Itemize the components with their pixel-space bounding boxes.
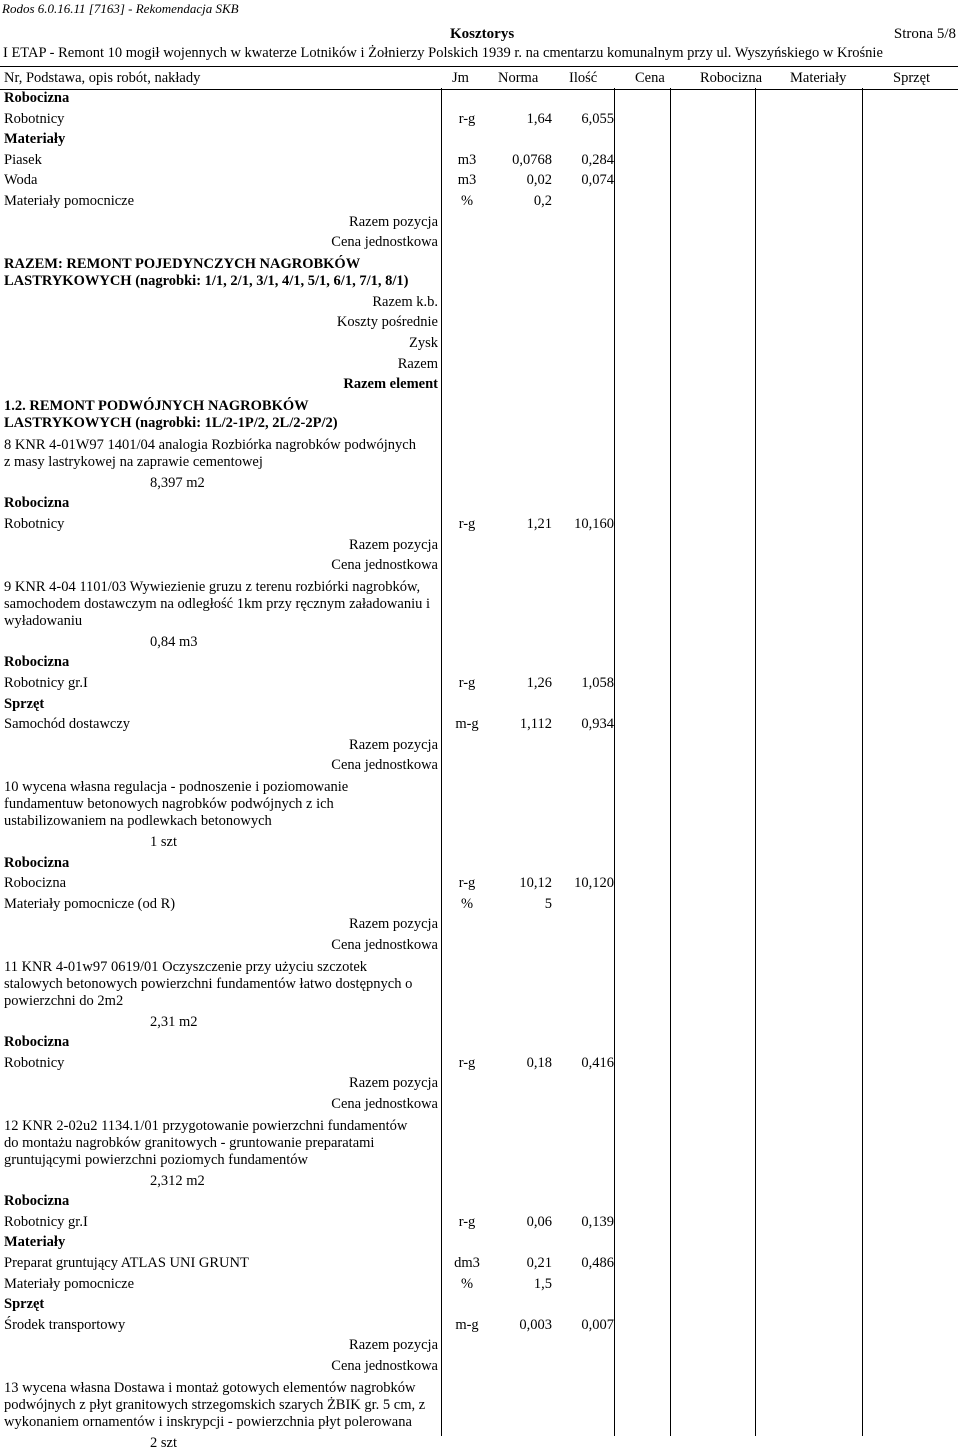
item-name: Materiały pomocnicze: [4, 1275, 135, 1292]
item-unit: %: [460, 1275, 474, 1292]
item-unit: m3: [457, 172, 477, 189]
item-norm: 0,18: [526, 1054, 552, 1071]
position-description: [4, 959, 444, 1010]
position-quantity: 8,397 m2: [150, 474, 205, 491]
item-name: Preparat gruntujący ATLAS UNI GRUNT: [4, 1255, 249, 1271]
item-name: Woda: [4, 172, 38, 189]
table-row: [0, 192, 958, 212]
table-row: [0, 1033, 958, 1053]
description-line: LASTRYKOWYCH (nagrobki: 1/1, 2/1, 3/1, 4/1, 5/1, 6/1, 7/1, 8/1): [4, 272, 409, 289]
item-norm: 0,06: [526, 1213, 552, 1230]
table-row: [0, 695, 958, 715]
table-row: [0, 515, 958, 535]
table-row: [0, 736, 958, 756]
item-norm: 1,26: [526, 675, 552, 691]
column-header-row: [0, 66, 958, 90]
table-row: [0, 536, 958, 556]
col-ilosc: Ilość: [569, 70, 598, 86]
item-name: Robotnicy gr.I: [4, 675, 88, 691]
summary-label: Razem pozycja: [349, 536, 438, 553]
description-line: samochodem dostawczym na odległość 1km przy ręcznym załadowaniu i: [4, 595, 431, 612]
item-name: Sprzęt: [4, 1296, 45, 1313]
item-norm: 10,12: [519, 875, 552, 892]
position-description: [4, 1380, 444, 1431]
item-name: Robocizna: [4, 495, 70, 512]
item-norm: 5: [544, 895, 552, 912]
item-name: Samochód dostawczy: [4, 716, 131, 733]
position-quantity: 1 szt: [150, 834, 177, 850]
table-row: [0, 1295, 958, 1315]
summary-label: Cena jednostkowa: [331, 1358, 438, 1374]
position-quantity: 2 szt: [150, 1434, 177, 1451]
table-row: [0, 1434, 958, 1454]
table-row: [0, 833, 958, 853]
table-row: [0, 233, 958, 253]
item-name: Robocizna: [4, 1193, 70, 1210]
description-line: 11 KNR 4-01w97 0619/01 Oczyszczenie przy użyciu szczotek: [4, 958, 368, 975]
table-row: [0, 715, 958, 735]
table-row: [0, 130, 958, 150]
item-norm: 0,003: [519, 1316, 552, 1333]
table-row: [0, 936, 958, 956]
item-norm: 1,21: [526, 516, 552, 532]
item-quantity: 0,934: [581, 716, 614, 733]
table-row: [0, 1233, 958, 1253]
item-unit: %: [460, 193, 474, 209]
col-sprzet: Sprzęt: [893, 70, 931, 86]
item-quantity: 10,160: [574, 516, 614, 532]
description-line: stalowych betonowych powierzchni fundamentów łatwo dostępnych o: [4, 975, 413, 992]
summary-label: Cena jednostkowa: [331, 234, 438, 251]
position-description: [4, 398, 444, 432]
table-row: [0, 1172, 958, 1192]
summary-label: Razem pozycja: [349, 1075, 438, 1092]
summary-label: Cena jednostkowa: [331, 937, 438, 953]
item-name: Robotnicy: [4, 516, 65, 532]
item-name: Piasek: [4, 151, 42, 168]
description-line: 13 wycena własna Dostawa i montaż gotowych elementów nagrobków: [4, 1379, 416, 1396]
item-name: Robocizna: [4, 1034, 70, 1051]
item-name: Robotnicy gr.I: [4, 1213, 88, 1230]
col-cena: Cena: [635, 70, 665, 86]
table-row: [0, 1254, 958, 1274]
item-norm: 1,112: [519, 716, 552, 733]
description-line: 8 KNR 4-01W97 1401/04 analogia Rozbiórka nagrobków podwójnych: [4, 436, 416, 453]
item-unit: r-g: [458, 1213, 476, 1230]
summary-label: Razem pozycja: [349, 736, 438, 753]
item-norm: 0,0768: [512, 151, 552, 168]
table-row: [0, 674, 958, 694]
item-name: Robotnicy: [4, 1054, 65, 1071]
description-line: ustabilizowaniem na podlewkach betonowych: [4, 813, 272, 829]
item-norm: 0,21: [526, 1255, 552, 1271]
summary-label: Cena jednostkowa: [331, 557, 438, 574]
table-row: [0, 633, 958, 653]
item-unit: m-g: [455, 716, 479, 733]
position-description: [4, 579, 444, 630]
table-row: [0, 375, 958, 395]
item-quantity: 0,284: [581, 151, 614, 168]
summary-label: Razem element: [343, 376, 438, 393]
page-number: Strona 5/8: [893, 26, 956, 42]
summary-label: Razem pozycja: [349, 213, 438, 230]
table-row: [0, 313, 958, 333]
table-row: [0, 1213, 958, 1233]
col-desc: Nr, Podstawa, opis robót, nakłady: [4, 70, 201, 86]
col-robocizna: Robocizna: [700, 70, 763, 86]
summary-label: Cena jednostkowa: [331, 1096, 438, 1112]
table-row: [0, 151, 958, 171]
item-unit: r-g: [458, 516, 476, 532]
description-line: wyładowaniu: [4, 612, 83, 629]
item-unit: r-g: [458, 875, 476, 892]
table-row: [0, 895, 958, 915]
position-quantity: 2,31 m2: [150, 1013, 198, 1030]
description-line: 10 wycena własna regulacja - podnoszenie i poziomowanie: [4, 779, 349, 795]
table-row: [0, 1357, 958, 1377]
table-row: [0, 653, 958, 673]
summary-label: Razem k.b.: [372, 293, 438, 310]
item-name: Robocizna: [4, 90, 70, 106]
item-norm: 0,02: [526, 172, 552, 189]
item-quantity: 0,007: [581, 1316, 614, 1333]
description-line: powierzchni do 2m2: [4, 992, 124, 1009]
table-row: [0, 474, 958, 494]
table-row: [0, 213, 958, 233]
col-norma: Norma: [498, 70, 539, 86]
summary-label: Koszty pośrednie: [336, 314, 438, 331]
table-row: [0, 171, 958, 191]
description-line: RAZEM: REMONT POJEDYNCZYCH NAGROBKÓW: [4, 255, 361, 272]
item-name: Środek transportowy: [4, 1316, 126, 1333]
item-quantity: 0,139: [581, 1213, 614, 1230]
col-materialy: Materiały: [790, 70, 847, 86]
document-title: Kosztorys: [450, 26, 515, 42]
table-row: [0, 1192, 958, 1212]
item-name: Materiały: [4, 1234, 66, 1251]
item-name: Materiały pomocnicze (od R): [4, 895, 176, 912]
description-line: do montażu nagrobków granitowych - gruntowanie preparatami: [4, 1134, 375, 1151]
app-header: Rodos 6.0.16.11 [7163] - Rekomendacja SKB: [2, 1, 239, 16]
description-line: LASTRYKOWYCH (nagrobki: 1L/2-1P/2, 2L/2-2P/2): [4, 414, 338, 431]
item-name: Robocizna: [4, 654, 70, 671]
item-name: Sprzęt: [4, 695, 45, 712]
table-row: [0, 1095, 958, 1115]
summary-label: Razem pozycja: [349, 916, 438, 933]
summary-label: Cena jednostkowa: [331, 757, 438, 774]
item-quantity: 0,486: [581, 1255, 614, 1271]
item-quantity: 6,055: [581, 110, 614, 127]
description-line: wykonaniem ornamentów i inskrypcji - powierzchnia płyt polerowana: [4, 1413, 412, 1430]
description-line: 9 KNR 4-04 1101/03 Wywiezienie gruzu z terenu rozbiórki nagrobków,: [4, 578, 421, 595]
table-row: [0, 1013, 958, 1033]
description-line: 1.2. REMONT PODWÓJNYCH NAGROBKÓW: [4, 397, 309, 414]
table-row: [0, 1054, 958, 1074]
description-line: z masy lastrykowej na zaprawie cementowej: [4, 453, 263, 470]
table-row: [0, 334, 958, 354]
item-unit: %: [460, 895, 474, 912]
item-quantity: 0,416: [581, 1054, 614, 1071]
table-row: [0, 1336, 958, 1356]
item-name: Materiały pomocnicze: [4, 193, 135, 209]
item-unit: r-g: [458, 1054, 476, 1071]
position-description: [4, 779, 444, 830]
table-row: [0, 874, 958, 894]
document-subtitle: I ETAP - Remont 10 mogił wojennych w kwaterze Lotników i Żołnierzy Polskich 1939 r. na cmentarzu komunalnym przy ul. Wyszyńskiego w Krośnie: [3, 45, 883, 61]
summary-label: Razem: [397, 355, 438, 372]
description-line: podwójnych z płyt granitowych strzegomskich szarych ŻBIK gr. 5 cm, z: [4, 1396, 426, 1413]
position-quantity: 0,84 m3: [150, 633, 198, 650]
item-name: Robocizna: [4, 854, 70, 871]
item-unit: m3: [457, 151, 477, 168]
item-unit: dm3: [454, 1255, 480, 1271]
item-unit: r-g: [458, 110, 476, 127]
position-quantity: 2,312 m2: [150, 1172, 205, 1189]
table-row: [0, 494, 958, 514]
item-norm: 0,2: [533, 193, 552, 209]
item-quantity: 1,058: [581, 675, 614, 691]
item-quantity: 0,074: [581, 172, 614, 189]
table-row: [0, 293, 958, 313]
item-name: Materiały: [4, 131, 66, 148]
summary-label: Zysk: [409, 335, 438, 351]
position-description: [4, 437, 444, 471]
table-row: [0, 1275, 958, 1295]
summary-label: Razem pozycja: [349, 1337, 438, 1354]
col-jm: Jm: [452, 70, 469, 86]
table-row: [0, 110, 958, 130]
item-unit: m-g: [455, 1316, 479, 1333]
table-row: [0, 556, 958, 576]
table-row: [0, 355, 958, 375]
item-name: Robocizna: [4, 875, 67, 892]
table-row: [0, 854, 958, 874]
description-line: 12 KNR 2-02u2 1134.1/01 przygotowanie powierzchni fundamentów: [4, 1117, 408, 1134]
description-line: fundamentuw betonowych nagrobków podwójnych z ich: [4, 796, 334, 812]
item-norm: 1,5: [533, 1275, 552, 1292]
table-row: [0, 915, 958, 935]
item-quantity: 10,120: [574, 875, 614, 892]
item-unit: r-g: [458, 675, 476, 691]
description-line: gruntującymi powierzchni poziomych fundamentów: [4, 1151, 309, 1168]
table-row: [0, 89, 958, 109]
position-description: [4, 256, 444, 290]
item-name: Robotnicy: [4, 110, 65, 127]
table-row: [0, 1316, 958, 1336]
position-description: [4, 1118, 444, 1169]
item-norm: 1,64: [526, 110, 552, 127]
table-row: [0, 1074, 958, 1094]
table-row: [0, 756, 958, 776]
